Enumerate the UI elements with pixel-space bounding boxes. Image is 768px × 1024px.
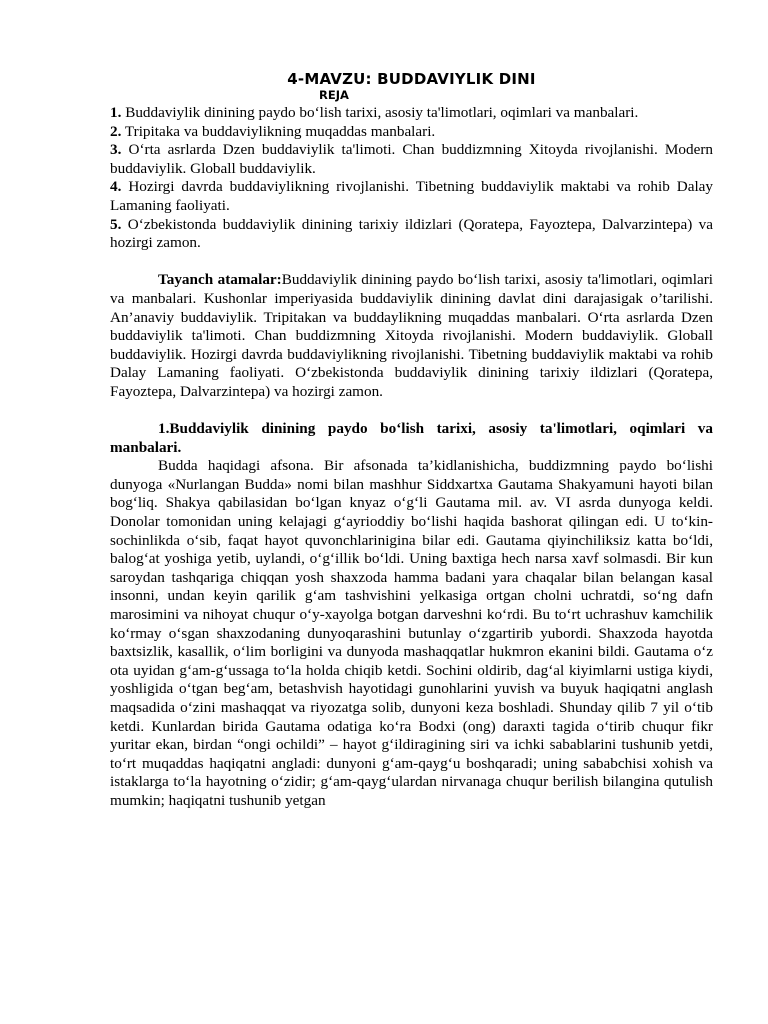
plan-item (110, 141, 713, 178)
key-terms-text: Buddaviylik dinining paydo bo‘lish tarixi, asosiy ta'limotlari, oqimlari va manbalari. Kushonlar imperiyasida buddaviylik dinining davlat dini darajasigak o’tarilishi. An’anaviy buddaviylik. Tripitakan va buddaylikning muqaddas manbalari. O‘rta asrlarda Dzen buddaviylik ta'limoti. Chan buddizmning Xitoyda rivojlanishi. Modern buddaviylik. Globall buddaviylik. Hozirgi davrda buddaviylikning rivojlanishi. Tibetning buddaviylik maktabi va rohib Dalay Lamaning faoliyati. O‘zbekistonda buddaviylik dinining tarixiy ildizlari (Qoratepa, Fayoztepa, Dalvarzintepa) va hozirgi zamon. (110, 271, 713, 400)
document-page (110, 70, 713, 811)
document-title: 4-MAVZU: BUDDAVIYLIK DINI (287, 70, 536, 88)
plan-item-text: Hozirgi davrda buddaviylikning rivojlanishi. Tibetning buddaviylik maktabi va rohib Dalay Lamaning faoliyati. (110, 178, 713, 214)
key-terms-paragraph (110, 271, 713, 401)
plan-list (110, 104, 713, 253)
plan-item-number: 1. (110, 104, 122, 121)
plan-item (110, 104, 713, 123)
blank-line (110, 253, 713, 272)
plan-heading: REJA (319, 88, 349, 102)
section-body-paragraph: Budda haqidagi afsona. Bir afsonada ta’kidlanishicha, buddizmning paydo bo‘lishi dunyoga «Nurlangan Budda» nomi bilan mashhur Siddxartxa Gautama Shakyamuni hayoti bilan bog‘liq. Shakya qabilasidan bo‘lgan knyaz o‘g‘li Gautama mil. av. VI asrda dunyoga keldi. Donolar tomonidan uning kelajagi g‘ayrioddiy bo‘lishi haqida bashorat qilingan edi. U to‘kin-sochinlikda o‘sib, faqat hayot quvonchlariniginа bilar edi. Gautama qiyinchiliksiz katta bo‘ldi, balog‘at yoshiga yetib, uylandi, o‘g‘illik bo‘ldi. Uning baxtiga hech narsa xavf solmasdi. Bir kun saroydan tashqariga chiqqan yosh shaxzoda hamma badani yara chaqalar bilan belangan kasal insonni, undan keyin qarilik g‘am tashvishini yelkasiga ortgan cholni uchratdi, so‘ng dafn marosimini va nihoyat chuqur o‘y-xayolga botgan darveshni ko‘rdi. Bu to‘rt uchrashuv kamchilik ko‘rmay o‘sgan shaxzodaning dunyoqarashini butunlay o‘zgartirib yubordi. Shaxzoda hayotda baxtsizlik, kasallik, o‘lim borligini va dunyoda mashaqqatlar hukmron ekanini bildi. Gautama o‘z ota uyidan g‘am-g‘ussaga to‘la holda chiqib ketdi. Sochini oldirib, dag‘al kiyimlarni ustiga kiydi, yoshligida o‘tgan beg‘am, betashvish hayotidagi gunohlarini yuvish va buyuk haqiqatni anglash maqsadida o‘zini mashaqqat va riyozatga solib, dunyoni keza boshladi. Shunday qilib 7 yil o‘tib ketdi. Kunlardan birida Gautama odatiga ko‘ra Bodxi (ong) daraxti tagida o‘tirib chuqur fikr yuritar ekan, birdan “ongi ochildi” – hayot g‘ildiragining siri va ichki sabablarini tushunib yetdi, to‘rt muqaddas haqiqatni angladi: dunyoni g‘am-qayg‘u boshqaradi; uning sababchisi xohish va istaklarga to‘la hayotning o‘zidir; g‘am-qayg‘ulardan nirvanaga chuqur berilish bilangina qutulish mumkin; haqiqatni tushunib yetgan (110, 457, 713, 809)
plan-item-number: 2. (110, 122, 122, 140)
plan-item-text: O‘zbekistonda buddaviylik dinining tarixiy ildizlari (Qoratepa, Fayoztepa, Dalvarzintepa) va hozirgi zamon. (110, 215, 713, 252)
plan-item (110, 178, 713, 215)
plan-item-number: 3. (110, 141, 122, 159)
plan-item-text: Tripitaka va buddaviylikning muqaddas manbalari. (121, 122, 436, 140)
blank-line (110, 402, 713, 421)
section-heading: 1.Buddaviylik dinining paydo bo‘lish tarixi, asosiy ta'limotlari, oqimlari va manbalari. (110, 420, 713, 456)
plan-item (110, 123, 713, 142)
plan-item-number: 4. (110, 178, 122, 196)
plan-item (110, 216, 713, 253)
plan-item-text: Buddaviylik dinining paydo bo‘lish tarixi, asosiy ta'limotlari, oqimlari va manbalari. (121, 104, 639, 121)
plan-item-number: 5. (110, 215, 122, 233)
key-terms-label: Tayanch atamalar: (158, 271, 282, 289)
plan-item-text: O‘rta asrlarda Dzen buddaviylik ta'limoti. Chan buddizmning Xitoyda rivojlanishi. Modern buddaviylik. Globall buddaviylik. (110, 141, 713, 177)
